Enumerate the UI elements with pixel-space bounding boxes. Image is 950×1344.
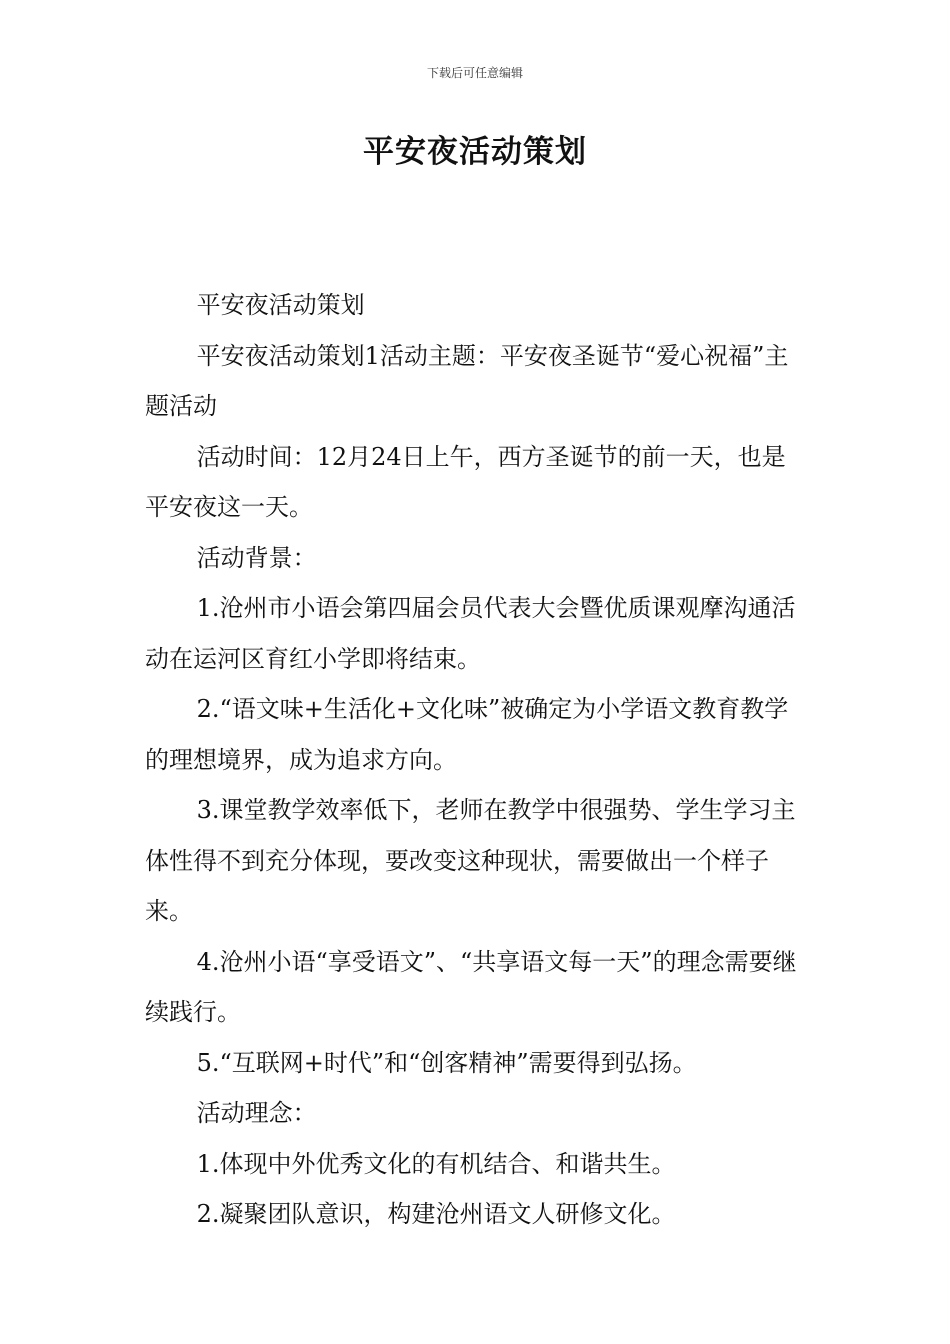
header-note: 下载后可任意编辑	[426, 66, 523, 80]
paragraph-theme: 平安夜活动策划1活动主题：平安夜圣诞节“爱心祝福”主题活动	[145, 341, 789, 420]
paragraph-background-2: 2.“语文味+生活化+文化味”被确定为小学语文教育教学的理想境界，成为追求方向。	[145, 695, 789, 774]
paragraph-subtitle: 平安夜活动策划	[196, 291, 365, 319]
paragraph-concept-1: 1.体现中外优秀文化的有机结合、和谐共生。	[196, 1149, 676, 1178]
paragraph-background-1: 1.沧州市小语会第四届会员代表大会暨优质课观摩沟通活动在运河区育红小学即将结束。	[145, 594, 796, 673]
paragraph-background-5: 5.“互联网+时代”和“创客精神”需要得到弘扬。	[196, 1048, 697, 1077]
paragraph-concept-heading: 活动理念：	[196, 1099, 317, 1127]
paragraph-time: 活动时间：12月24日上午，西方圣诞节的前一天，也是平安夜这一天。	[145, 442, 786, 521]
paragraph-background-4: 4.沧州小语“享受语文”、“共享语文每一天”的理念需要继续践行。	[145, 947, 797, 1026]
paragraph-background-heading: 活动背景：	[196, 543, 317, 572]
paragraph-concept-2: 2.凝聚团队意识，构建沧州语文人研修文化。	[196, 1200, 676, 1228]
document-body	[145, 280, 807, 1240]
paragraph-background-3: 3.课堂教学效率低下，老师在教学中很强势、学生学习主体性得不到充分体现，要改变这种现状，需要做出一个样子来。	[145, 796, 796, 925]
document-title: 平安夜活动策划	[363, 134, 587, 170]
